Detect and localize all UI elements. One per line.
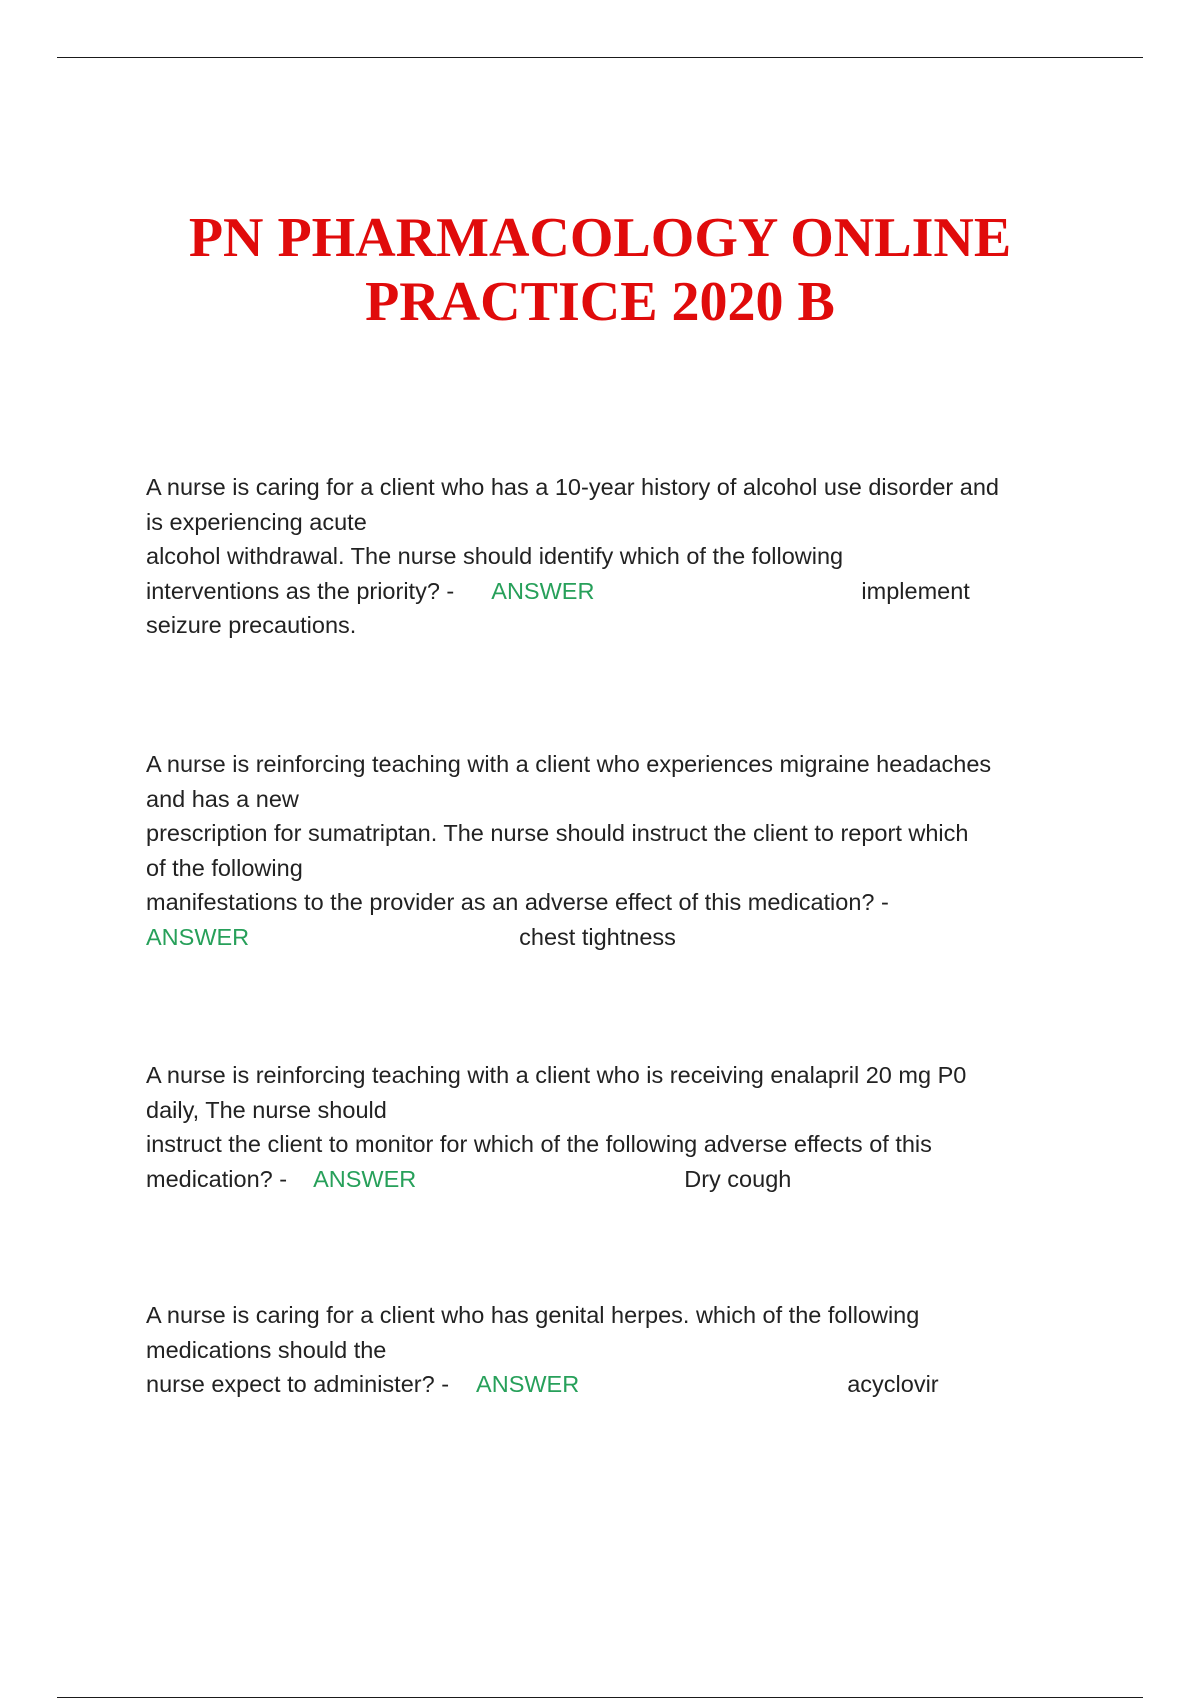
question-block-1 [146, 470, 1086, 643]
answer-label-2: ANSWER [146, 923, 250, 950]
footer-rule [57, 1697, 1143, 1698]
question-1-line-3: alcohol withdrawal. The nurse should identify which of the following [146, 543, 844, 569]
question-2-line-1: A nurse is reinforcing teaching with a client who experiences migraine headaches [146, 751, 992, 777]
answer-label-3: ANSWER [313, 1165, 417, 1192]
header-rule [57, 57, 1143, 58]
question-3-line-4: medication? - [146, 1165, 288, 1192]
question-4-line-2: medications should the [146, 1336, 387, 1363]
question-1-line-1: A nurse is caring for a client who has a 10-year history of alcohol use disorder and [146, 474, 999, 500]
question-2-line-3: prescription for sumatriptan. The nurse should instruct the client to report which [146, 820, 969, 846]
question-4-line-3: nurse expect to administer? - [146, 1371, 450, 1397]
question-1-line-2: is experiencing acute [146, 508, 367, 535]
title-line-2: PRACTICE 2020 B [365, 271, 835, 333]
answer-1-part-1: implement [861, 577, 970, 604]
question-block-4 [146, 1298, 1086, 1402]
question-4-answer-line [146, 1367, 1086, 1402]
question-2-line-5: manifestations to the provider as an adverse effect of this medication? - [146, 889, 889, 915]
question-1-line-4: interventions as the priority? - [146, 577, 455, 604]
question-3-answer-line [146, 1162, 1086, 1197]
answer-label-1: ANSWER [491, 577, 595, 604]
question-2-line-2: and has a new [146, 785, 299, 812]
question-block-3 [146, 1058, 1086, 1196]
title-line-1: PN PHARMACOLOGY ONLINE [188, 207, 1012, 269]
question-4-line-1: A nurse is caring for a client who has genital herpes. which of the following [146, 1302, 920, 1328]
answer-2: chest tightness [519, 923, 676, 950]
answer-3: Dry cough [684, 1165, 792, 1192]
answer-4: acyclovir [847, 1371, 939, 1397]
answer-label-4: ANSWER [476, 1371, 580, 1397]
question-3-line-2: daily, The nurse should [146, 1096, 387, 1123]
document-title [0, 206, 1200, 334]
question-3-line-3: instruct the client to monitor for which of the following adverse effects of this [146, 1131, 932, 1157]
question-3-line-1: A nurse is reinforcing teaching with a client who is receiving enalapril 20 mg P0 [146, 1062, 967, 1088]
question-2-line-4: of the following [146, 854, 303, 881]
answer-1-part-2: seizure precautions. [146, 612, 357, 638]
question-1-answer-line [146, 574, 1086, 609]
question-2-answer-line [146, 920, 1086, 955]
question-block-2 [146, 747, 1086, 954]
